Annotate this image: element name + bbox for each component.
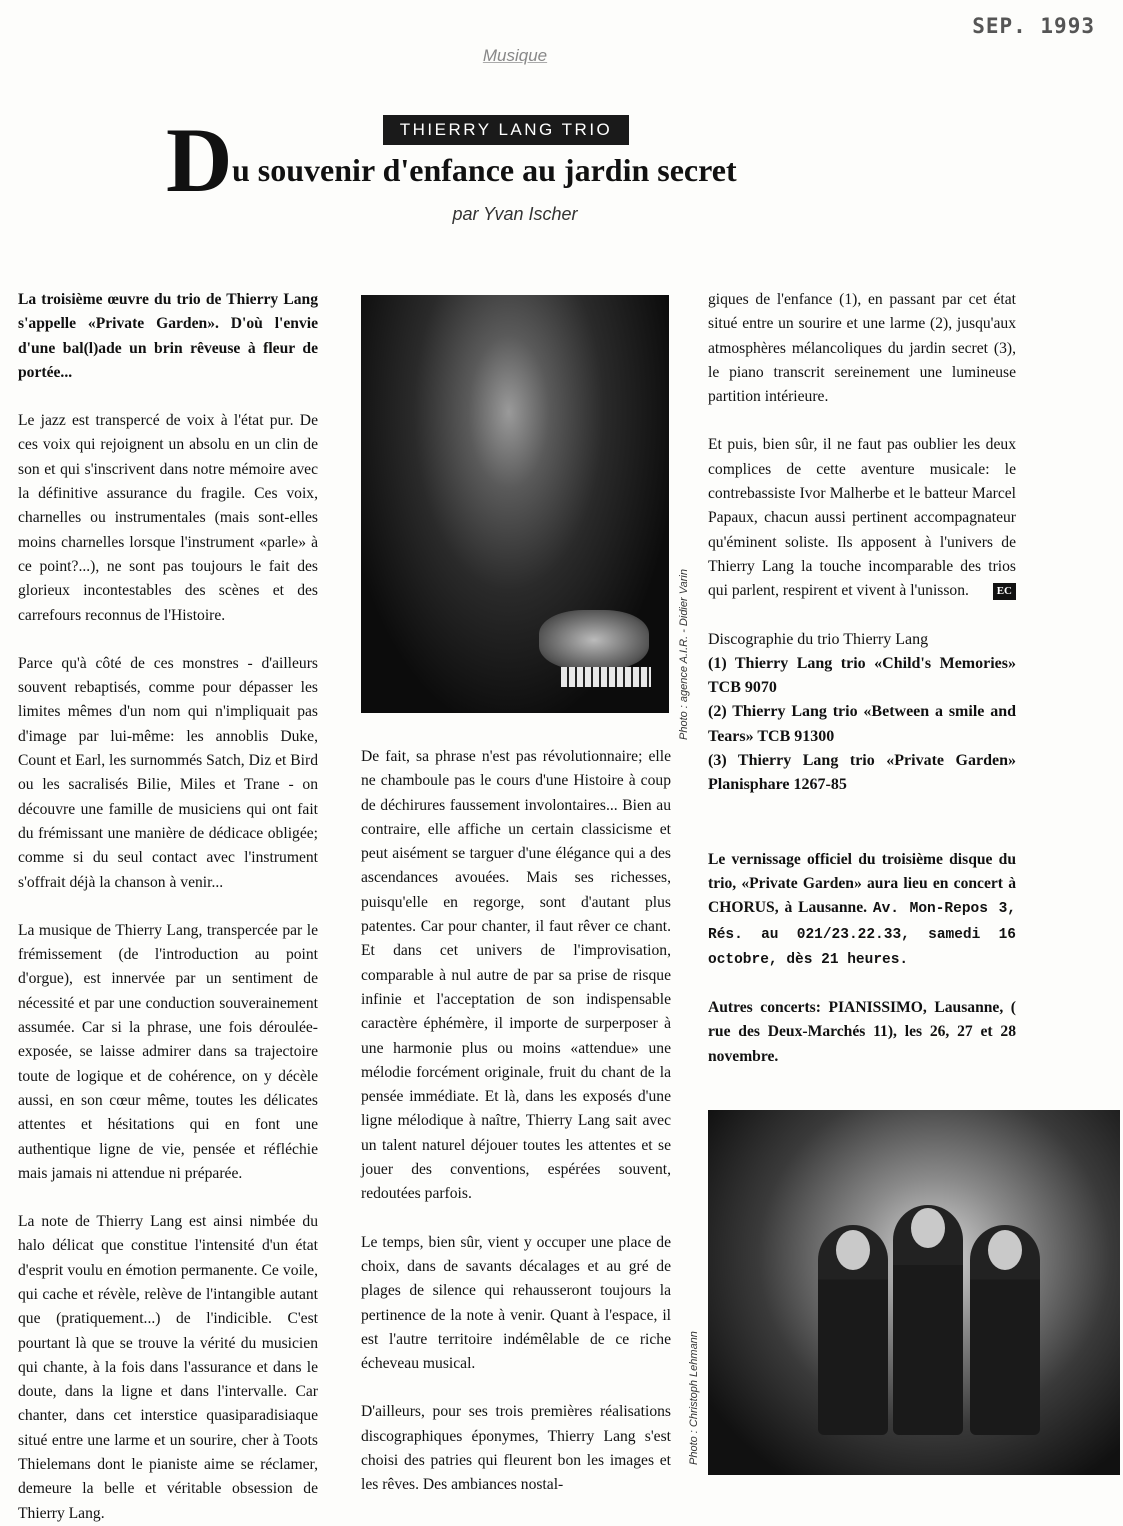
person-head	[836, 1230, 870, 1270]
other-concerts: Autres concerts: PIANISSIMO, Lausanne, ( rue des Deux-Marchés 11), les 26, 27 et 28 novembre.	[708, 999, 1016, 1065]
person-head	[988, 1230, 1022, 1270]
article-title: u souvenir d'enfance au jardin secret	[232, 152, 737, 188]
paragraph: De fait, sa phrase n'est pas révolutionnaire; elle ne chamboule pas le cours d'une Histoire à coup de déchirures faussement involontaires... Bien au contraire, elle affiche un certain classicisme et peut aisément se targuer d'une élégance qui a des ascendances avouées. Mais ses richesses, puisqu'elle en regorge, sont d'autant plus patentes. Car pour chanter, il faut rêver ce chant. Et dans cet univers de l'improvisation, comparable à nul autre de par sa prise de risque infinie et l'acceptation de son indispensable caractère éphémère, il importe de surperposer à une harmonie plus ou moins «attendue» une mélodie forcément originale, fruit du chant de la pensée immédiate. Et là, dans les exposés d'une ligne mélodique à naître, Thierry Lang sait avec un talent naturel déjouer toutes les attentes et se jouer des conventions, espérées souvent, redoutées parfois.	[361, 748, 671, 1203]
discography-item: (3) Thierry Lang trio «Private Garden» Planisphare 1267-85	[708, 752, 1016, 794]
date-stamp: SEP. 1993	[972, 14, 1095, 38]
column-1	[18, 288, 318, 1526]
discography-item: (2) Thierry Lang trio «Between a smile and Tears» TCB 91300	[708, 703, 1016, 745]
paragraph: La note de Thierry Lang est ainsi nimbée du halo délicat que constitue l'intensité d'un état d'esprit voulu en émotion permanente. Ce voile, qui cache et révèle, relève de l'intangible autant que (pratiquement...) de l'indicible. C'est pourtant là que se trouve la vérité du musicien qui chante, à la fois dans l'assurance et dans le doute, dans la ligne et dans l'intervalle. Car chanter, dans cet interstice quasiparadisiaque situé entre une larme et un sourire, cher à Toots Thielemans dont le pianiste aime se réclamer, demeure la belle et véritable obsession de Thierry Lang.	[18, 1213, 318, 1522]
paragraph: Parce qu'à côté de ces monstres - d'ailleurs souvent rebaptisés, comme pour dépasser les limites mêmes d'un nom qui n'impliquait pas d'image par lui-même: les annoblis Duke, Count et Earl, les surnommés Satch, Diz et Bird ou les sacralisés Bilie, Miles et Trane - on découvre une famille de musiciens qui ont fait du frémissant une manière de dédicace obligée; comme si du seul contact avec l'instrument s'offrait déjà la chanson à venir...	[18, 654, 318, 891]
hands-shape	[539, 610, 649, 670]
title-dropcap: D	[166, 109, 233, 211]
paragraph-text: Et puis, bien sûr, il ne faut pas oublier les deux complices de cette aventure musicale: le contrebassiste Ivor Malherbe et le batteur Marcel Papaux, chacun aussi pertinent accompagnateur qu'éminent soliste. Ils apposent à l'univers de Thierry Lang la touche incomparable des trios qui parlent, respirent et vivent à l'unisson.	[708, 436, 1016, 600]
paragraph: Le temps, bien sûr, vient y occuper une place de choix, dans de savants décalages et au gré de plages de silence qui rehausseront toujours la pertinence de la note à venir. Quant à l'espace, il est l'autre territoire indémêlable de ce riche écheveau musical.	[361, 1233, 671, 1373]
paragraph: giques de l'enfance (1), en passant par cet état situé entre un sourire et une larme (2), jusqu'aux atmosphères mélancoliques du jardin secret (3), le piano transcrit sereinement une lumineuse partition intérieure.	[708, 291, 1016, 406]
column-3	[708, 288, 1016, 1069]
paragraph: D'ailleurs, pour ses trois premières réalisations discographiques éponymes, Thierry Lang s'est choisi des patries qui fleurent bon les images et les rêves. Des ambiances nostal-	[361, 1403, 671, 1494]
column-2	[361, 745, 671, 1498]
person-head	[911, 1208, 945, 1248]
photo-credit: Photo : agence A.I.R. - Didier Varin	[678, 569, 690, 740]
paragraph: Le jazz est transpercé de voix à l'état pur. De ces voix qui rejoignent un absolu en un clin de son et qui s'inscrivent dans notre mémoire avec la définitive assurance du fragile. Ces voix, charnelles ou instrumentales (mais sont-elles moins charnelles lorsque l'instrument «parle» à ce point?...), ne sont pas toujours le fait des glorieux incontestables des scènes et des carrefours reconnus de l'Histoire.	[18, 412, 318, 624]
end-mark: EC	[993, 583, 1016, 600]
discography-item: (1) Thierry Lang trio «Child's Memories» TCB 9070	[708, 654, 1016, 697]
kicker-banner: THIERRY LANG TRIO	[383, 115, 629, 145]
discography-title: Discographie du trio Thierry Lang	[708, 630, 929, 648]
discography	[708, 628, 1016, 798]
event-text: Le vernissage officiel du troisième disque du trio, «Private Garden» aura lieu en concert à CHORUS, à Lausanne.	[708, 850, 1016, 917]
trio-photo	[708, 1110, 1120, 1475]
section-label: Musique	[482, 46, 548, 65]
event-info	[708, 848, 1016, 972]
pianist-photo	[361, 295, 669, 713]
photo-credit: Photo : Christoph Lehmann	[688, 1331, 700, 1465]
paragraph	[708, 433, 1016, 603]
paragraph: La musique de Thierry Lang, transpercée par le frémissement (de l'introduction au point d'orgue), est innervée par un sentiment de nécessité et par une conduction souverainement assumée. Car si la phrase, une fois déroulée-exposée, se laisse admirer dans sa trajectoire toute de logique et de cohérence, on y décèle aussi, en son cœur même, toutes les délicates attentes et hésitations qui en font une authentique ligne de vie, pensée et réfléchie mais jamais ni attendue ni préparée.	[18, 921, 318, 1182]
piano-keys	[561, 667, 651, 687]
event-address: Av. Mon-Repos 3, Rés. au 021/23.22.33, samedi 16 octobre, dès 21 heures.	[708, 901, 1016, 968]
lead-paragraph: La troisième œuvre du trio de Thierry Lang s'appelle «Private Garden». D'où l'envie d'une bal(l)ade un brin rêveuse à fleur de portée...	[18, 291, 318, 381]
byline: par Yvan Ischer	[452, 204, 578, 224]
